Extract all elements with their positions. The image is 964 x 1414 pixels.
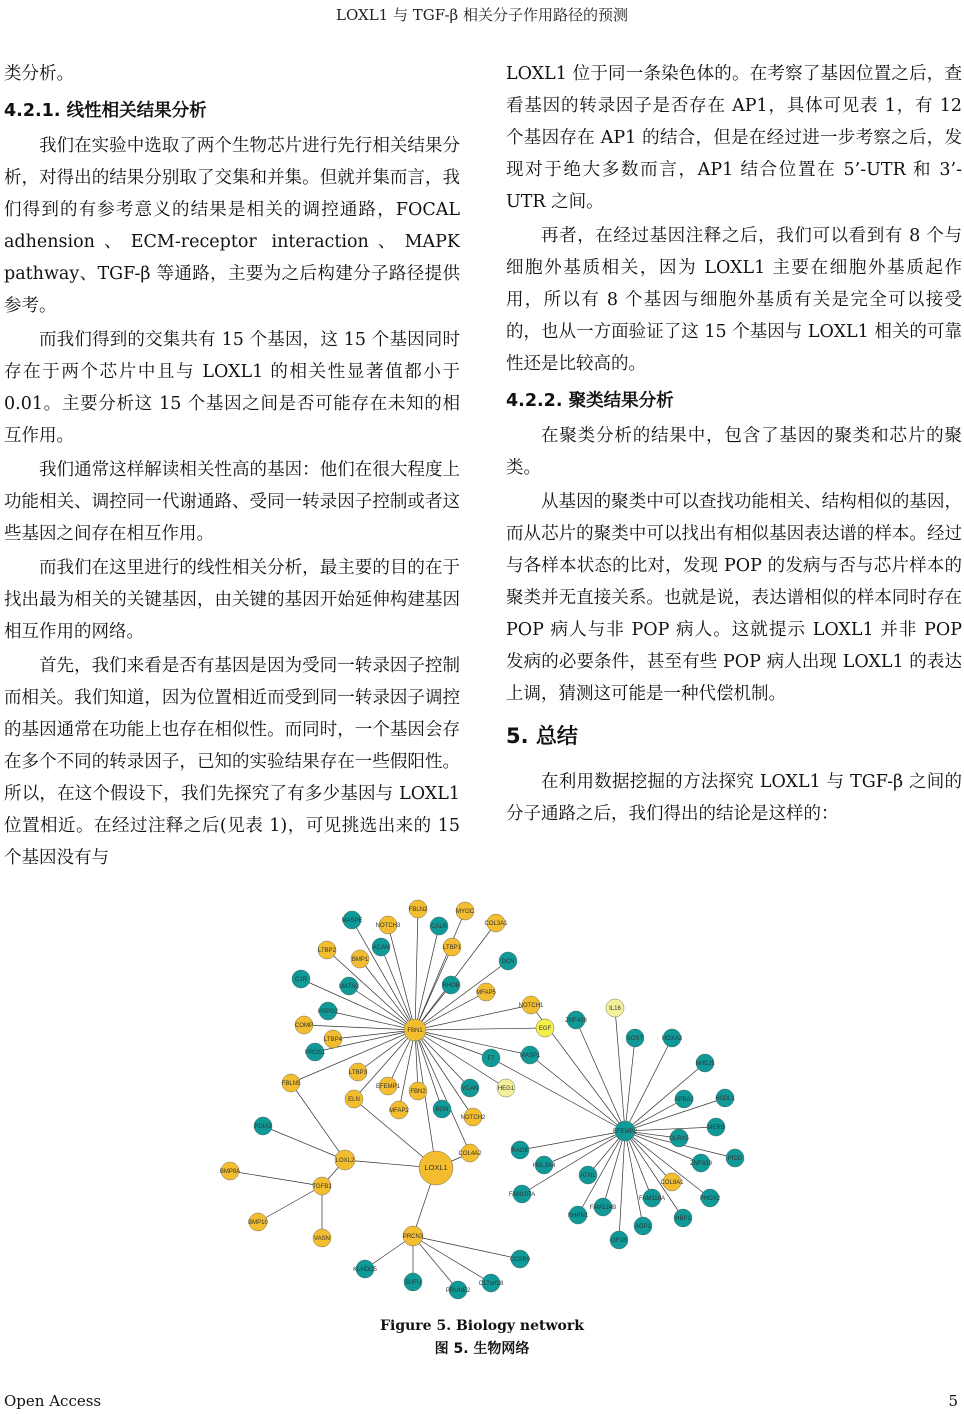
network-edge xyxy=(352,920,415,1030)
biology-network-figure xyxy=(200,895,760,1305)
network-node-label: C1R xyxy=(294,977,308,983)
figure-caption-en: Figure 5. Biology network xyxy=(380,1318,584,1334)
network-edge xyxy=(415,909,418,1030)
running-header: LOXL1 与 TGF-β 相关分子作用路径的预测 xyxy=(336,6,628,24)
network-node-label: BMP10 xyxy=(248,1220,268,1226)
network-node xyxy=(461,1108,486,1126)
network-node xyxy=(312,1177,332,1195)
network-node xyxy=(715,1089,735,1107)
network-edge xyxy=(625,1131,643,1226)
network-node-label: FAM124B xyxy=(589,1205,617,1211)
network-node-label: BMP1 xyxy=(351,957,369,963)
network-node-label: NOTCH1 xyxy=(518,1003,544,1009)
network-node xyxy=(669,1129,689,1147)
network-node-label: NOTCH2 xyxy=(460,1115,486,1121)
network-node xyxy=(282,1074,301,1092)
network-edge xyxy=(415,992,486,1030)
network-node xyxy=(533,1156,556,1174)
network-node xyxy=(376,916,401,934)
network-node-label: APBA2 xyxy=(674,1097,694,1103)
network-node-label: PDIA3 xyxy=(254,1124,272,1130)
network-edge xyxy=(625,1131,652,1198)
network-node xyxy=(458,1144,482,1162)
network-node xyxy=(372,938,390,956)
network-node-label: MYOC xyxy=(456,909,474,915)
network-node-label: LTBP2 xyxy=(318,948,336,954)
network-node xyxy=(690,1154,712,1172)
network-edge xyxy=(619,1131,625,1240)
network-node-label: FAM118A xyxy=(639,1196,665,1202)
network-node-label: SUFU xyxy=(404,1280,422,1286)
network-node xyxy=(476,983,496,1001)
network-node-label: GF1B xyxy=(611,1238,627,1244)
network-edge xyxy=(625,1038,635,1131)
network-node xyxy=(254,1117,272,1135)
network-node xyxy=(610,1231,628,1249)
network-node xyxy=(409,900,428,918)
network-node-label: ATN1 xyxy=(580,1173,596,1179)
network-edge xyxy=(625,1127,716,1131)
network-node xyxy=(626,1029,644,1047)
network-node xyxy=(484,914,508,932)
network-edge xyxy=(328,1011,415,1030)
network-node xyxy=(430,917,448,935)
network-node-label: COL3A1 xyxy=(484,921,508,927)
network-node-label: PIDD xyxy=(727,1156,743,1162)
network-edge xyxy=(625,1038,672,1131)
network-node-label: CCSR9 xyxy=(509,1257,531,1263)
network-edge xyxy=(230,1171,322,1186)
network-node-label: VCAN xyxy=(461,1086,479,1092)
paragraph: LOXL1 位于同一条染色体的。在考察了基因位置之后，查看基因的转录因子是否存在 AP1，具体可见表 1，有 12 个基因存在 AP1 的结合，但是在经过进一步考察之后，发现对于绝大多数而言，AP1 结合位置在 5’-UTR 和 3’-UTR 之间。 xyxy=(506,64,962,212)
network-node xyxy=(305,1043,326,1061)
network-node xyxy=(442,976,460,994)
network-node xyxy=(349,1063,368,1081)
network-node-label: COL8A1 xyxy=(660,1180,684,1186)
network-node-label: ZNF436 xyxy=(565,1018,587,1024)
network-node-label: LOXL1 xyxy=(424,1163,448,1172)
network-node-label: TGFB1 xyxy=(312,1184,332,1190)
network-node-label: KLHDC5 xyxy=(353,1267,377,1273)
network-node xyxy=(351,950,369,968)
network-node-label: RAGE xyxy=(511,1148,529,1154)
paragraph: 而我们在这里进行的线性相关分析，最主要的目的在于找出最为相关的关键基因，由关键的基因开始延伸构建基因相互作用的网络。 xyxy=(4,558,460,642)
network-node-label: FBN2 xyxy=(410,1089,426,1095)
network-node-label: GLRX5 xyxy=(669,1136,689,1142)
network-node xyxy=(639,1189,665,1207)
network-edge xyxy=(415,1028,545,1030)
network-node xyxy=(404,1273,422,1291)
network-node-label: HBP1 xyxy=(675,1216,691,1222)
paragraph: 在聚类分析的结果中，包含了基因的聚类和芯片的聚类。 xyxy=(506,426,962,478)
network-node xyxy=(482,1049,500,1067)
network-node-label: SOST xyxy=(626,1036,644,1042)
network-node-label: PRCN3 xyxy=(402,1234,424,1240)
paragraph: 在利用数据挖掘的方法探究 LOXL1 与 TGF-β 之间的分子通路之后，我们得出的结论是这样的： xyxy=(506,772,962,824)
network-node-label: AGP1 xyxy=(634,1224,652,1230)
network-node xyxy=(339,977,360,995)
network-node-label: DCN xyxy=(501,959,515,965)
network-node xyxy=(497,1079,515,1097)
network-node-label: PROS1 xyxy=(304,1050,326,1056)
network-node-label: FBN1 xyxy=(407,1028,423,1034)
paragraph: 再者，在经过基因注释之后，我们可以看到有 8 个与细胞外基质相关，因为 LOXL1 主要在细胞外基质起作用，所以有 8 个基因与细胞外基质有关是完全可以接受的，也从一方面验证了这 15 个基因与 LOXL1 相关的可靠性还是比较高的。 xyxy=(506,226,962,374)
paragraph: 我们通常这样解读相关性高的基因：他们在很大程度上功能相关、调控同一代谢通路、受同一转录因子控制或者这些基因之间存在相互作用。 xyxy=(4,460,460,544)
network-node-label: MFAP2 xyxy=(389,1108,409,1114)
network-node-label: RHPN1 xyxy=(567,1213,589,1219)
paragraph: 从基因的聚类中可以查找功能相关、结构相似的基因，而从芯片的聚类中可以找出有相似基因表达谱的样本。经过与各样本状态的比对，发现 POP 的发病与否与芯片样本的聚类并无直接关系。也就是说，表达谱相似的样本同时存在 POP 病人与非 POP 病人。这就提示 LOXL1 并非 POP 发病的必要条件，甚至有些 POP 病人出现 LOXL1 的表达上调，猜测这可能是一种代偿机制。 xyxy=(506,492,962,704)
network-edge xyxy=(333,1030,415,1039)
network-node-label: NOTCH3 xyxy=(375,923,401,929)
paragraph: 我们在实验中选取了两个生物芯片进行先行相关结果分析，对得出的结果分别取了交集和并集。但就并集而言，我们得到的有参考意义的结果是相关的调控通路，FOCAL adhension、ECM-receptor interaction、MAPK pathway、TGF-β 等通路，主要为之后构建分子路径提供参考。 xyxy=(4,136,460,316)
network-node-label: HSPG2 xyxy=(317,1009,339,1015)
figure-caption-zh: 图 5. 生物网络 xyxy=(434,1341,530,1357)
network-edge xyxy=(413,1236,491,1283)
paragraph: 而我们得到的交集共有 15 个基因，这 15 个基因同时存在于两个芯片中且与 LOXL1 的相关性显著值都小于 0.01。主要分析这 15 个基因之间是否可能存在未知的相互作用。 xyxy=(4,330,460,446)
network-node xyxy=(510,1250,531,1268)
network-node xyxy=(590,1198,616,1216)
network-node xyxy=(700,1189,721,1207)
network-edge xyxy=(258,1186,322,1222)
section-heading: 5. 总结 xyxy=(506,724,578,748)
network-node xyxy=(324,1030,343,1048)
page-number: 5 xyxy=(948,1392,958,1410)
network-node xyxy=(404,1019,426,1041)
network-node xyxy=(568,1206,589,1224)
network-node-label: FBLN5 xyxy=(281,1081,301,1087)
network-node xyxy=(403,1226,424,1246)
network-node xyxy=(674,1090,694,1108)
network-node xyxy=(345,1090,363,1108)
network-node xyxy=(220,1162,240,1180)
network-node-label: ACAN xyxy=(372,945,390,951)
network-node xyxy=(565,1011,587,1029)
network-edge xyxy=(625,1131,672,1182)
network-node xyxy=(499,952,517,970)
network-node-label: FAM107A xyxy=(508,1192,536,1198)
network-node-label: HOXA3 xyxy=(661,1036,683,1042)
network-node xyxy=(579,1166,597,1184)
network-node-label: LTBP1 xyxy=(443,945,461,951)
network-node xyxy=(248,1213,268,1231)
network-node-label: PRUNE2 xyxy=(445,1288,471,1294)
network-node xyxy=(456,902,475,920)
network-node-label: HSDL1 xyxy=(715,1096,735,1102)
network-node xyxy=(479,1274,504,1292)
network-edge xyxy=(544,1131,625,1165)
network-node xyxy=(660,1173,684,1191)
network-node xyxy=(318,1002,339,1020)
network-edge xyxy=(388,925,415,1030)
footer-open-access: Open Access xyxy=(4,1392,102,1410)
network-node xyxy=(634,1217,652,1235)
network-node xyxy=(461,1079,479,1097)
network-node-label: LTBP3 xyxy=(349,1070,367,1076)
network-node-label: C17orf28 xyxy=(478,1281,504,1287)
network-node-label: CALR xyxy=(430,924,448,930)
network-node-label: MFAP5 xyxy=(476,990,496,996)
network-node-label: F7 xyxy=(487,1056,495,1062)
network-node xyxy=(341,911,362,929)
network-node xyxy=(695,1054,715,1072)
network-node-label: EGF xyxy=(538,1026,552,1032)
network-node xyxy=(335,1150,355,1170)
network-node xyxy=(433,1100,451,1118)
right-column xyxy=(506,58,962,832)
network-node-label: EFEMP2 xyxy=(612,1129,638,1135)
paragraph: 类分析。 xyxy=(4,64,74,84)
network-node-label: HSL3A4 xyxy=(532,1163,556,1169)
network-node-label: RHOB xyxy=(442,983,460,989)
network-node-label: LOXL2 xyxy=(335,1158,355,1164)
network-node xyxy=(443,938,462,956)
network-node xyxy=(511,1141,529,1159)
network-node xyxy=(509,1185,535,1203)
network-edge xyxy=(415,1030,470,1088)
network-node-label: FBLN2 xyxy=(408,907,428,913)
network-node xyxy=(419,1151,453,1185)
network-node xyxy=(707,1118,725,1136)
network-node-label: COMP xyxy=(295,1023,313,1029)
network-node-label: LTBP4 xyxy=(324,1037,342,1043)
network-node xyxy=(409,1082,427,1100)
network-node-label: MERB xyxy=(707,1125,725,1131)
network-node-label: BMP8A xyxy=(219,1169,241,1175)
network-node xyxy=(674,1209,692,1227)
network-node-label: NHEJ1 xyxy=(695,1061,715,1067)
network-node xyxy=(606,999,624,1017)
network-node-label: ELN xyxy=(348,1097,360,1103)
network-node-label: PHOX2 xyxy=(699,1196,721,1202)
network-node xyxy=(536,1019,554,1037)
network-node xyxy=(519,996,544,1014)
network-node xyxy=(446,1281,471,1299)
network-edge xyxy=(530,1055,625,1131)
network-edge xyxy=(304,1025,415,1030)
network-node-label: HEG1 xyxy=(497,1086,515,1092)
left-column xyxy=(4,58,460,876)
section-heading: 4.2.1. 线性相关结果分析 xyxy=(4,101,207,121)
network-node-label: MASP1 xyxy=(519,1053,541,1059)
network-node-label: EFEMP1 xyxy=(375,1084,401,1090)
network-node-label: MATN3 xyxy=(339,984,359,990)
network-node xyxy=(662,1029,683,1047)
network-node-label: COL4A2 xyxy=(458,1151,482,1157)
network-node xyxy=(726,1149,744,1167)
network-node xyxy=(295,1016,313,1034)
paragraph: 首先，我们来看是否有基因是因为受同一转录因子控制而相关。我们知道，因为位置相近而受到同一转录因子调控的基因通常在功能上也存在相似性。而同时，一个基因会存在多个不同的转录因子，已知的实验结果存在一些假阳性。所以，在这个假设下，我们先探究了有多少基因与 LOXL1 位置相近。在经过注释之后(见表 1)，可见挑选出来的 15 个基因没有与 xyxy=(4,656,460,868)
network-node-label: IL16 xyxy=(609,1006,621,1012)
network-node-label: VASN xyxy=(314,1236,330,1242)
network-node xyxy=(389,1101,409,1119)
network-edge xyxy=(360,959,415,1030)
section-heading: 4.2.2. 聚类结果分析 xyxy=(506,391,674,411)
network-node xyxy=(292,970,310,988)
network-node-label: MASPE xyxy=(341,918,363,924)
network-node-label: BGN xyxy=(435,1107,449,1113)
network-node xyxy=(313,1229,331,1247)
network-node-label: ZNF639 xyxy=(690,1161,712,1167)
network-node xyxy=(376,1077,401,1095)
network-edge xyxy=(327,950,415,1030)
network-edge xyxy=(381,947,415,1030)
